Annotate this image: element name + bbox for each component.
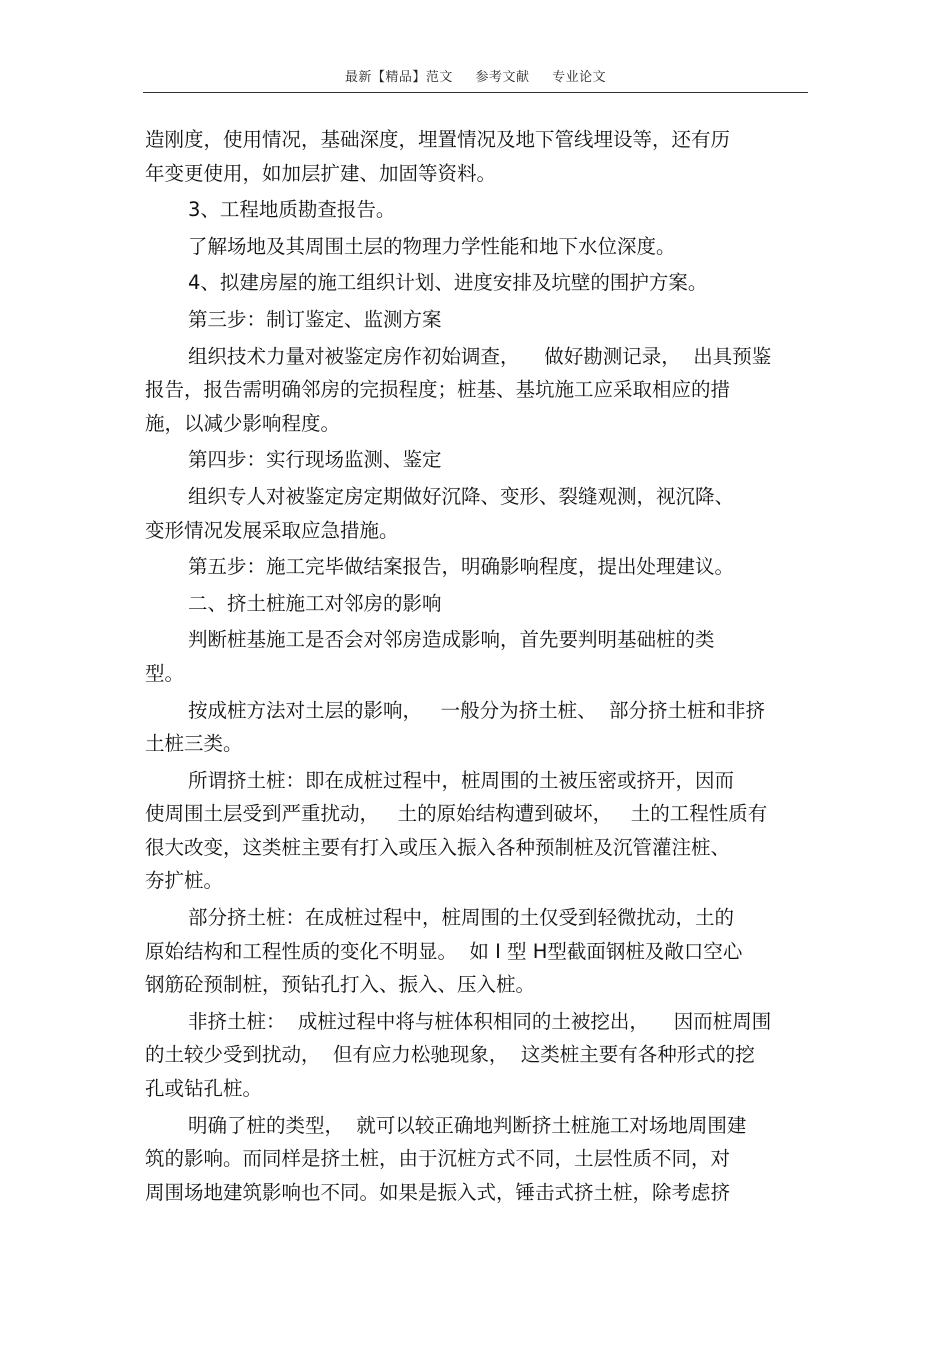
text-line: 钢筋砼预制桩，预钻孔打入、振入、压入桩。: [145, 973, 536, 997]
paragraph: [145, 1005, 807, 1106]
text-line: 原始结构和工程性质的变化不明显。 如 I 型 H型截面钢桩及敞口空心: [145, 939, 743, 963]
text-line: 所谓挤土桩：即在成桩过程中，桩周围的土被压密或挤开，因而: [188, 768, 735, 792]
paragraph: [145, 587, 807, 621]
text-line: 组织专人对被鉴定房定期做好沉降、变形、裂缝观测，视沉降、: [188, 484, 735, 508]
header-item-cankao: 参考文献: [475, 70, 530, 85]
paragraph: [145, 480, 807, 547]
text-line: 明确了桩的类型， 就可以较正确地判断挤土桩施工对场地周围建: [188, 1113, 747, 1137]
paragraph: [145, 123, 807, 190]
document-body: [145, 123, 807, 1212]
text-line: 型。: [145, 661, 185, 685]
text-line: 报告，报告需明确邻房的完损程度；桩基、基坑施工应采取相应的措: [145, 378, 731, 402]
page-header: [143, 66, 808, 85]
text-line: 非挤土桩： 成桩过程中将与桩体积相同的土被挖出， 因而桩周围: [188, 1009, 772, 1033]
paragraph: [145, 340, 807, 441]
text-line: 孔或钻孔桩。: [145, 1077, 263, 1101]
text-line: 3、工程地质勘查报告。: [188, 198, 396, 222]
paragraph: [145, 193, 807, 227]
paragraph: [145, 764, 807, 898]
text-line: 按成桩方法对土层的影响， 一般分为挤土桩、 部分挤土桩和非挤: [188, 698, 765, 722]
text-line: 组织技术力量对被鉴定房作初始调查， 做好勘测记录， 出具预鉴: [188, 344, 772, 368]
text-line: 第三步：制订鉴定、监测方案: [188, 307, 442, 331]
paragraph: [145, 443, 807, 477]
text-line: 造刚度，使用情况，基础深度，埋置情况及地下管线埋设等，还有历: [145, 128, 731, 151]
text-line: 二、挤土桩施工对邻房的影响: [188, 591, 442, 615]
text-line: 了解场地及其周围土层的物理力学性能和地下水位深度。: [188, 234, 676, 258]
text-line: 周围场地建筑影响也不同。如果是振入式，锤击式挤土桩，除考虑挤: [145, 1180, 731, 1204]
paragraph: [145, 266, 807, 300]
text-line: 使周围土层受到严重扰动， 土的原始结构遭到破坏， 土的工程性质有: [145, 802, 768, 826]
text-line: 年变更使用，如加层扩建、加固等资料。: [145, 161, 497, 185]
text-line: 部分挤土桩：在成桩过程中，桩周围的土仅受到轻微扰动，土的: [188, 906, 735, 930]
header-divider: [143, 92, 808, 93]
paragraph: [145, 1109, 807, 1210]
text-line: 第五步：施工完毕做结案报告，明确影响程度，提出处理建议。: [188, 555, 735, 579]
text-line: 筑的影响。而同样是挤土桩，由于沉桩方式不同，土层性质不同，对: [145, 1147, 731, 1171]
text-line: 4、拟建房屋的施工组织计划、进度安排及坑壁的围护方案。: [188, 271, 708, 295]
paragraph: [145, 623, 807, 690]
paragraph: [145, 303, 807, 337]
header-item-fanwen: 最新【精品】范文: [344, 70, 453, 85]
paragraph: [145, 550, 807, 584]
text-line: 土桩三类。: [145, 732, 243, 756]
paragraph: [145, 230, 807, 264]
text-line: 夯扩桩。: [145, 869, 224, 893]
text-line: 变形情况发展采取应急措施。: [145, 518, 399, 542]
paragraph: [145, 901, 807, 1002]
header-item-lunwen: 专业论文: [552, 70, 607, 85]
text-line: 很大改变，这类桩主要有打入或压入振入各种预制桩及沉管灌注桩、: [145, 835, 731, 859]
text-line: 判断桩基施工是否会对邻房造成影响，首先要判明基础桩的类: [188, 628, 715, 652]
text-line: 第四步：实行现场监测、鉴定: [188, 448, 442, 472]
text-line: 施，以减少影响程度。: [145, 411, 341, 435]
text-line: 的土较少受到扰动， 但有应力松驰现象， 这类桩主要有各种形式的挖: [145, 1043, 755, 1067]
paragraph: [145, 694, 807, 761]
